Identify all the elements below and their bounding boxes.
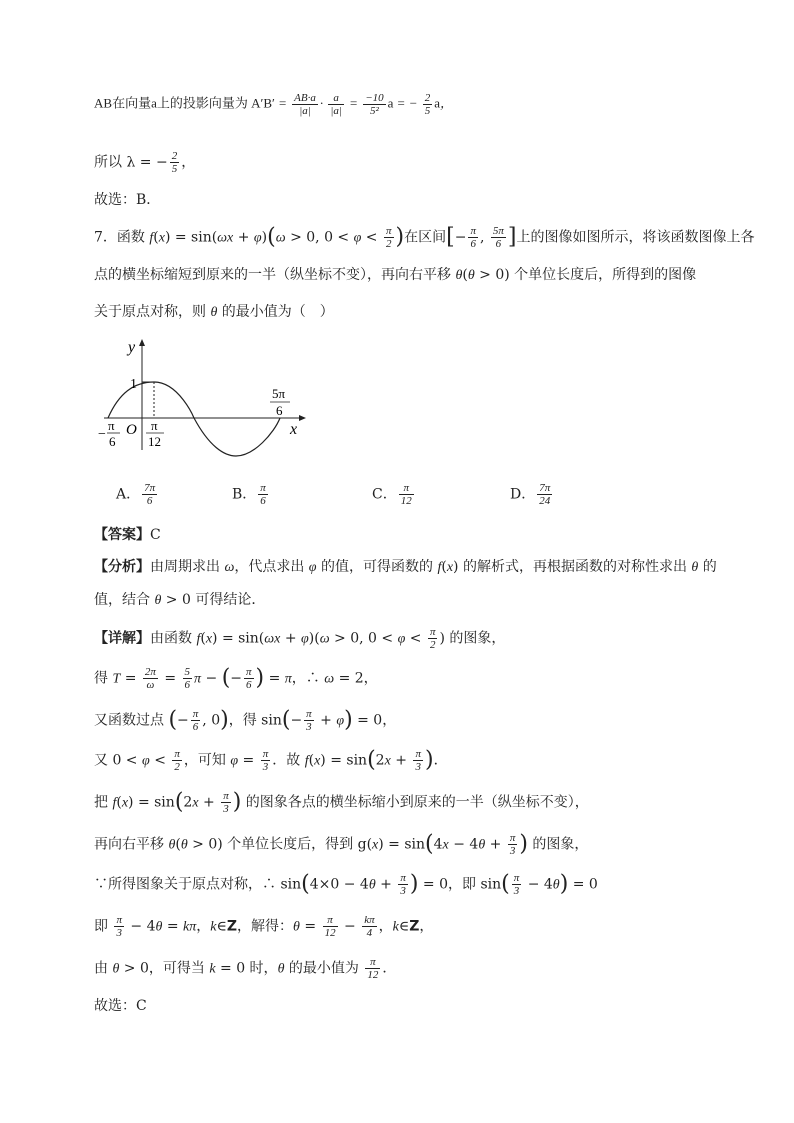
choice-c-letter: C． (372, 486, 397, 503)
detail-line-9: 由 θ > 0，可得当 k = 0 时，θ 的最小值为 $\frac{\pi}{12}$ ． (94, 956, 397, 981)
mid-den: 12 (148, 434, 161, 449)
text-1a: 在向量 (112, 95, 152, 111)
y-axis-label: y (128, 339, 136, 356)
choice-a-den: 6 (146, 495, 153, 507)
origin-label: O (126, 422, 137, 438)
detail-line-10: 故选：C (94, 998, 147, 1014)
projection-line: AB在向量a上的投影向量为 A′B′ = $\frac{AB\cdot a}{|a|}$ · $\frac{a}{|a|}$ = $\frac{-10}{\text{5²}}$ a = − $\frac{2}{5}$ a， (94, 92, 454, 117)
lambda-post: ， (181, 154, 196, 171)
choice-b-letter: B． (232, 486, 257, 503)
answer-value: C (150, 527, 161, 543)
choice-c-num: π (399, 482, 414, 495)
choice-d-letter: D． (510, 486, 536, 503)
analysis-line-2: 值，结合 θ > 0 可得结论． (94, 592, 266, 608)
detail-line-1: 【详解】由函数 f(x) = sin(ωx + φ)(ω > 0, 0 < φ < $\frac{\pi}{2}$ ) 的图象， (94, 626, 506, 651)
detail-tag: 【详解】 (94, 630, 150, 647)
one-label: 1 (130, 377, 137, 392)
question-7-line-2: 点的横坐标缩短到原来的一半（纵坐标不变），再向右平移 θ(θ > 0) 个单位长度后，所得到的图像 (94, 267, 697, 283)
analysis-line-1: 【分析】由周期求出 ω，代点求出 φ 的值，可得函数的 f(x) 的解析式，再根据函数的对称性求出 θ 的 (94, 559, 717, 575)
right-num: 5π (272, 386, 286, 401)
detail-line-3: 又函数过点 (− $\frac{\pi}{6}$ , 0)，得 sin(− $\frac{\pi}{3}$ + φ) = 0， (94, 707, 397, 733)
choice-d-den: 24 (539, 495, 551, 507)
text-1b: 上的投影向量为 (156, 95, 248, 111)
choice-a-num: 7π (144, 482, 156, 494)
answer-line (94, 525, 161, 545)
left-num: π (108, 418, 115, 433)
left-sign: − (98, 427, 106, 442)
question-7-line-1: 7．函数 f(x) = sin(ωx + φ)(ω > 0, 0 < φ < $\frac{\pi}{2}$ )在区间[− $\frac{\pi}{6}$ , $\frac{5\pi}{6}$ ]上的图像如图所示，将该函数图像上各 (94, 224, 755, 250)
detail-line-2: 得 T = $\frac{2\pi}{\omega}$ = $\frac{5}{6}$ π − (− $\frac{\pi}{6}$ ) = π，∴ ω = 2， (94, 665, 378, 691)
choose-b-line: 故选：B． (94, 192, 161, 208)
answer-tag: 【答案】 (94, 527, 150, 543)
choice-c[interactable] (372, 482, 416, 507)
choice-a[interactable] (116, 482, 159, 507)
choice-a-letter: A． (116, 486, 141, 503)
lambda-pre: 所以 λ = − (94, 154, 168, 171)
left-den: 6 (109, 434, 116, 449)
choice-b-num: π (260, 482, 266, 494)
detail-line-6: 再向右平移 θ(θ > 0) 个单位长度后，得到 g(x) = sin(4x − 4θ + $\frac{\pi}{3}$ ) 的图象， (94, 831, 589, 857)
detail-line-5: 把 f(x) = sin(2x + $\frac{\pi}{3}$ ) 的图象各点的横坐标缩小到原来的一半（纵坐标不变）， (94, 789, 589, 815)
choice-d[interactable] (510, 482, 554, 507)
choice-b-den: 6 (260, 495, 266, 507)
choice-d-num: 7π (539, 482, 551, 494)
x-axis-label: x (290, 421, 298, 438)
sine-curve (108, 382, 280, 456)
sine-graph (94, 338, 314, 458)
y-axis-arrow (139, 339, 145, 346)
lambda-line: 所以 λ = − $\frac{2}{5}$ ， (94, 150, 196, 175)
detail-line-8: 即 $\frac{\pi}{3}$ − 4θ = kπ，k∈Z，解得：θ = $\frac{\pi}{12}$ − $\frac{k\pi}{4}$ ，k∈Z， (94, 914, 434, 939)
detail-line-7: ∵所得图象关于原点对称，∴ sin(4×0 − 4θ + $\frac{\pi}{3}$ ) = 0，即 sin( $\frac{\pi}{3}$ − 4θ) = 0 (94, 871, 598, 897)
detail-line-4: 又 0 < φ < $\frac{\pi}{2}$ ，可知 φ = $\frac{\pi}{3}$ ．故 f(x) = sin(2x + $\frac{\pi}{3}$ )． (94, 747, 448, 773)
right-den: 6 (276, 403, 283, 418)
analysis-tag: 【分析】 (94, 559, 150, 575)
x-axis-arrow (299, 415, 306, 421)
mid-num: π (151, 418, 158, 433)
question-7-line-3: 关于原点对称，则 θ 的最小值为（ ） (94, 304, 334, 320)
choice-b[interactable] (232, 482, 270, 507)
choice-c-den: 12 (400, 495, 412, 507)
